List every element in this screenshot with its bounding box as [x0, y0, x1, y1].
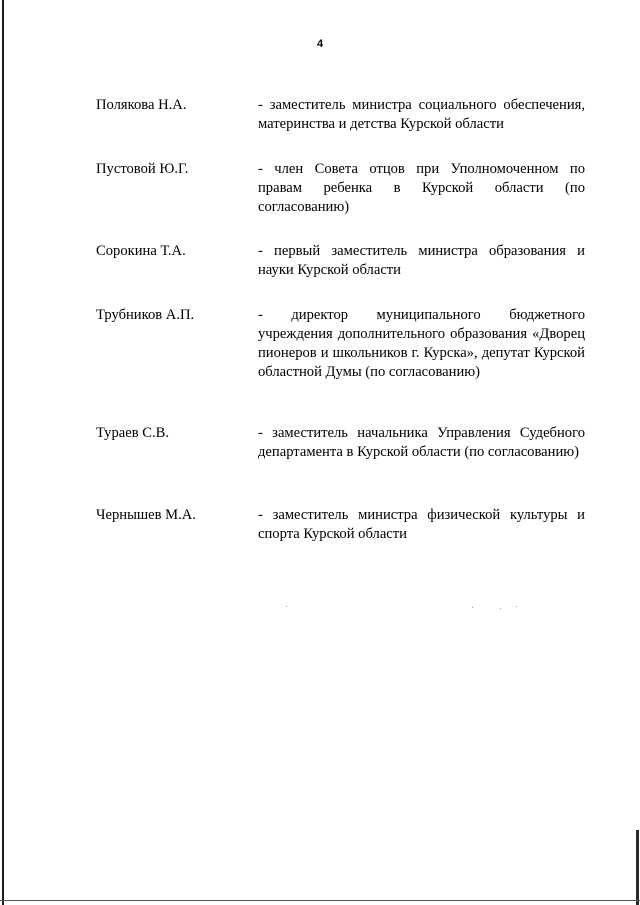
- scan-speck: [500, 608, 501, 609]
- member-name: Чернышев М.А.: [96, 507, 196, 523]
- scan-speck: [516, 606, 517, 607]
- member-role: - первый заместитель министра образования и науки Курской области: [258, 243, 585, 278]
- member-name: Трубников А.П.: [96, 307, 195, 323]
- scan-edge-bottom: [0, 900, 640, 901]
- scan-speck: [286, 606, 287, 607]
- member-role: - заместитель министра физической культуры и спорта Курской области: [258, 507, 585, 542]
- member-name: Пустовой Ю.Г.: [96, 161, 189, 177]
- member-role: - заместитель министра социального обеспечения, материнства и детства Курской области: [258, 97, 585, 132]
- scan-speck: [472, 607, 473, 608]
- member-name: Полякова Н.А.: [96, 97, 187, 113]
- scan-edge-right: [636, 830, 639, 905]
- member-name: Тураев С.В.: [96, 425, 170, 441]
- page-number: 4: [316, 38, 324, 50]
- member-role: - заместитель начальника Управления Судебного департамента в Курской области (по согласованию): [258, 425, 585, 460]
- scan-edge-left: [2, 0, 4, 905]
- member-role: - директор муниципального бюджетного учреждения дополнительного образования «Дворец пионеров и школьников г. Курска», депутат Курской областной Думы (по согласованию): [258, 307, 585, 380]
- member-role: - член Совета отцов при Уполномоченном по правам ребенка в Курской области (по согласованию): [258, 161, 585, 215]
- member-name: Сорокина Т.А.: [96, 243, 186, 259]
